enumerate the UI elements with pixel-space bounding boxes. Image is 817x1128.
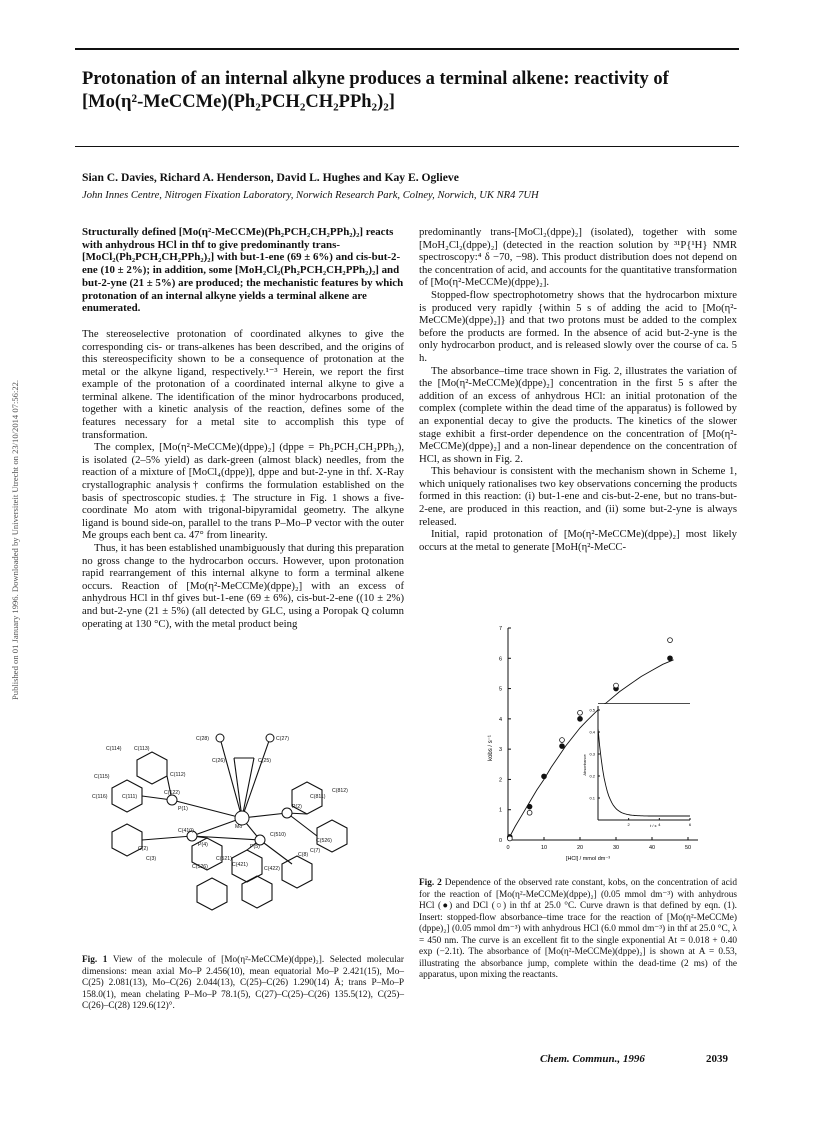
atom-label: C(410) xyxy=(178,828,194,834)
y-tick-label: 7 xyxy=(498,626,502,632)
hcl-point xyxy=(527,804,532,809)
left-column xyxy=(82,226,404,630)
affiliation: John Innes Centre, Nitrogen Fixation Laboratory, Norwich Research Park, Colney, Norwich, UK NR4 7UH xyxy=(82,190,539,201)
dcl-point xyxy=(614,683,619,688)
y-tick-label: 4 xyxy=(498,716,502,723)
atom-label: C(122) xyxy=(164,790,180,796)
inset-y-tick-label: 0.5 xyxy=(589,707,595,713)
inset-plot xyxy=(582,703,692,828)
dcl-point xyxy=(578,710,583,715)
hcl-point xyxy=(578,716,583,721)
body-paragraph: The absorbance–time trace shown in Fig. 2, illustrates the variation of the [Mo(η²-MeCCMe)(dppe)₂] concentration in the first 5 s after the addition of an excess of anhydrous HCl: an initial protonation of the complex (complete within the dead time of the apparatus) is followed by an exponential decay to give the products. The kinetics of the slower stage exhibit a first-order dependence on the concentration of [Mo(η²-MeCCMe)(dppe)₂] and a non-linear dependence on the concentration of HCl, as shown in Fig. 2. xyxy=(419,364,737,465)
atom-label: P(2) xyxy=(292,804,302,810)
y-tick-label: 1 xyxy=(498,807,502,814)
atom-label: C(26) xyxy=(212,758,225,764)
atom-label: C(526) xyxy=(316,838,332,844)
abstract: Structurally defined [Mo(η²-MeCCMe)(Ph₂PCH₂CH₂PPh₂)₂] reacts with anhydrous HCl in thf to give predominantly trans-[MoCl₂(Ph₂PCH₂CH₂PPh₂)₂] with but-1-ene (69 ± 6%) and cis-but-2-ene (10 ± 2%); in addition, some [MoH₂Cl₂(Ph₂PCH₂CH₂PPh₂)₂] and but-2-yne (21 ± 5%) are produced; the mechanistic features by which protonation of an internal alkyne yields a terminal alkene are enumerated. xyxy=(82,226,404,315)
atom-label: C(521) xyxy=(216,856,232,862)
body-paragraph: Stopped-flow spectrophotometry shows that the hydrocarbon mixture is produced very rapidly {within 5 s of adding the acid to [Mo(η²-MeCCMe)(dppe)₂]} and that two protons must be added to the complex before the products are formed. In the absence of acid but-2-yne is the only hydrocarbon product, and is released slowly over the course of ca. 5 h. xyxy=(419,288,737,364)
inset-y-tick-label: 0.4 xyxy=(589,729,595,735)
phenyl-ring xyxy=(197,878,227,910)
x-tick-label: 20 xyxy=(576,845,584,851)
y-tick-label: 2 xyxy=(498,777,502,784)
inset-x-label: t / s xyxy=(650,823,657,828)
atom-label: P(5) xyxy=(250,844,260,850)
author-list: Sian C. Davies, Richard A. Henderson, David L. Hughes and Kay E. Oglieve xyxy=(82,171,459,184)
atom-label: C(25) xyxy=(258,758,271,764)
dcl-point xyxy=(560,738,565,743)
atom-label: C(7) xyxy=(310,848,321,854)
y-tick-label: 6 xyxy=(498,656,502,663)
x-tick-label: 50 xyxy=(684,845,692,851)
atom-label: C(526) xyxy=(192,864,208,870)
atom-label: C(8) xyxy=(298,852,309,858)
body-paragraph: Thus, it has been established unambiguously that during this preparation no gross change to the hydrocarbon occurs. However, upon protonation rapid rearrangement of this internal alkyne to form a terminal alkene occurs. Reaction of [Mo(η²-MeCCMe)(dppe)₂] with an excess of anhydrous HCl in thf gives but-1-ene (69 ± 6%), cis-but-2-ene ((10 ± 2%) and but-2-yne (21 ± 5%) (all detected by GLC, using a Poropak Q column operating at 130 °C), with the metal product being xyxy=(82,542,404,630)
atom-label: C(510) xyxy=(270,832,286,838)
x-axis-label: [HCl] / mmol dm⁻³ xyxy=(565,856,611,862)
atom-label: C(112) xyxy=(170,772,186,778)
dcl-point xyxy=(668,638,673,643)
atom-label: P(1) xyxy=(178,806,188,812)
x-tick-label: 40 xyxy=(648,845,656,851)
carbon-atom xyxy=(266,734,274,742)
y-axis-label: kobs / s⁻¹ xyxy=(488,735,494,761)
atom-label: Mo xyxy=(235,824,243,830)
fig1-caption-text: View of the molecule of [Mo(η²-MeCCMe)(dppe)₂]. Selected molecular dimensions: mean axial Mo–P 2.456(10), mean equatorial Mo–P 2.421(15), Mo–C(25) 2.081(13), Mo–C(26) 2.044(13), C(25)–C(26) 1.290(14) Å; trans P–Mo–P 158.0(1), mean chelating P–Mo–P 78.1(5), C(27)–C(25)–C(26) 135.5(12), C(25)–C(26)–C(28) 129.6(12)°. xyxy=(82,955,405,1011)
article-title xyxy=(82,68,742,114)
phenyl-ring xyxy=(242,876,272,908)
mo-atom xyxy=(235,811,249,825)
journal-citation: Chem. Commun., 1996 xyxy=(540,1053,645,1065)
hcl-point xyxy=(560,744,565,749)
phenyl-ring xyxy=(317,820,347,852)
title-line-2: [Mo(η²-MeCCMe)(Ph₂PCH₂CH₂PPh₂)₂] xyxy=(82,92,395,112)
atom-label: C(28) xyxy=(196,736,209,742)
phosphorus-atom xyxy=(282,808,292,818)
fig1-caption xyxy=(82,955,404,1013)
inset-y-label: Absorbance xyxy=(582,754,587,776)
atom-label: C(27) xyxy=(276,736,289,742)
hcl-point xyxy=(542,774,547,779)
fig1-label: Fig. 1 xyxy=(82,955,108,965)
atom-label: C(111) xyxy=(122,794,138,800)
y-tick-label: 5 xyxy=(498,686,502,693)
body-paragraph: This behaviour is consistent with the mechanism shown in Scheme 1, which uniquely rationalises two key observations concerning the products formed in this reaction: (i) but-1-ene and cis-but-2-ene, but no trans-but-2-ene, are produced in this reaction, and (ii) some but-2-yne is always released. xyxy=(419,465,737,528)
atom-label: C(113) xyxy=(134,746,150,752)
atom-label: C(422) xyxy=(264,866,280,872)
phenyl-ring xyxy=(282,856,312,888)
top-rule xyxy=(75,48,739,50)
y-tick-label: 3 xyxy=(498,747,502,754)
download-watermark: Published on 01 January 1996. Downloaded by Universiteit Utrecht on 23/10/2014 07:56:22. xyxy=(10,379,20,700)
atom-label: C(812) xyxy=(332,788,348,794)
inset-x-tick-label: 4 xyxy=(658,822,661,827)
title-line-1: Protonation of an internal alkyne produces a terminal alkene: reactivity of xyxy=(82,69,669,89)
atom-label: C(115) xyxy=(94,774,110,780)
body-paragraph: The stereoselective protonation of coordinated alkynes to give the corresponding cis- or trans-alkenes has been described, and the origins of this stereospecificity shown to be a consequence of protonation at the metal or the alkyne ligand, respectively.¹⁻³ Herein, we report the first example of the protonation of a coordinated internal alkyne to give a terminal alkene. The identification of the minor hydrocarbons produced, together with a kinetic analysis of the reaction, defines some of the features necessary for a metal site to accomplish this type of transformation. xyxy=(82,327,404,441)
body-paragraph: Initial, rapid protonation of [Mo(η²-MeCCMe)(dppe)₂] most likely occurs at the metal to generate [MoH(η²-MeCC- xyxy=(419,528,737,553)
carbon-atom xyxy=(216,734,224,742)
atom-label: C(116) xyxy=(92,794,108,800)
x-tick-label: 10 xyxy=(540,845,548,851)
y-tick-label: 0 xyxy=(498,838,502,844)
body-paragraph: predominantly trans-[MoCl₂(dppe)₂] (isolated), together with some [MoH₂Cl₂(dppe)₂] (detected in the reaction solution by ³¹P{¹H} NMR spectroscopy:⁴ δ −70, −98). This product distribution does not depend on the concentration of acid, and accounts for the quantitative transformation of [Mo(η²-MeCCMe)(dppe)₂]. xyxy=(419,226,737,289)
dcl-point xyxy=(527,810,532,815)
atom-label: C(421) xyxy=(232,862,248,868)
fig2-label: Fig. 2 xyxy=(419,878,442,888)
atom-label: C(3) xyxy=(146,856,157,862)
x-tick-label: 30 xyxy=(612,845,620,851)
fig2-caption xyxy=(419,878,737,982)
phosphorus-atom xyxy=(167,795,177,805)
x-tick-label: 0 xyxy=(506,845,510,851)
fig2-caption-text: Dependence of the observed rate constant, kobs, on the concentration of acid for the reaction of [Mo(η²-MeCCMe)(dppe)₂] (0.05 mmol dm⁻³) with anhydrous HCl (●) and DCl (○) in thf at 25.0 °C. Curve drawn is that defined by eqn. (1). Insert: stopped-flow absorbance–time trace for the reaction of [Mo(η²-MeCCMe)(dppe)₂] (0.05 mmol dm⁻³) with anhydrous HCl (6.0 mmol dm⁻³) in thf at 25.0 °C, λ = 450 nm. The curve is an excellent fit to the single exponential At = 0.018 + 0.40 exp (−2.1t). The absorbance of [Mo(η²-MeCCMe)(dppe)₂] is shown at A = 0.53, illustrating the absorbance jump, complete within the dead-time (2 ms) of the apparatus, upon mixing the reactants. xyxy=(419,878,737,980)
dcl-point xyxy=(507,836,512,841)
inset-y-tick-label: 0.2 xyxy=(589,773,595,779)
title-rule xyxy=(75,146,739,147)
atom-label: P(4) xyxy=(198,842,208,848)
phenyl-ring xyxy=(137,752,167,784)
inset-y-tick-label: 0.1 xyxy=(589,795,595,801)
inset-x-tick-label: 2 xyxy=(627,822,630,827)
atom-label: C(2) xyxy=(138,846,149,852)
page-number: 2039 xyxy=(706,1053,728,1065)
atom-label: C(811) xyxy=(310,794,326,800)
inset-x-tick-label: 6 xyxy=(688,822,692,827)
right-column xyxy=(419,226,737,553)
body-paragraph: The complex, [Mo(η²-MeCCMe)(dppe)₂] (dppe = Ph₂PCH₂CH₂PPh₂), is isolated (2–5% yield) as dark-green (almost black) needles, from the reaction of a mixture of [MoCl₄(dppe)], dppe and but-2-yne in thf. X-Ray crystallographic analysis† confirms the formulation established on the basis of spectroscopic studies.‡ The structure in Fig. 1 shows a five-coordinate Mo atom with trigonal-bipyramidal geometry. The alkyne ligand is bound side-on, parallel to the trans P–Mo–P vector with the outer Me groups each bent ca. 47° from linearity. xyxy=(82,441,404,542)
inset-y-tick-label: 0.3 xyxy=(589,751,595,757)
fig1-molecule-drawing xyxy=(92,728,402,928)
atom-label: C(114) xyxy=(106,746,122,752)
hcl-point xyxy=(668,656,673,661)
fig2-chart xyxy=(478,620,708,870)
